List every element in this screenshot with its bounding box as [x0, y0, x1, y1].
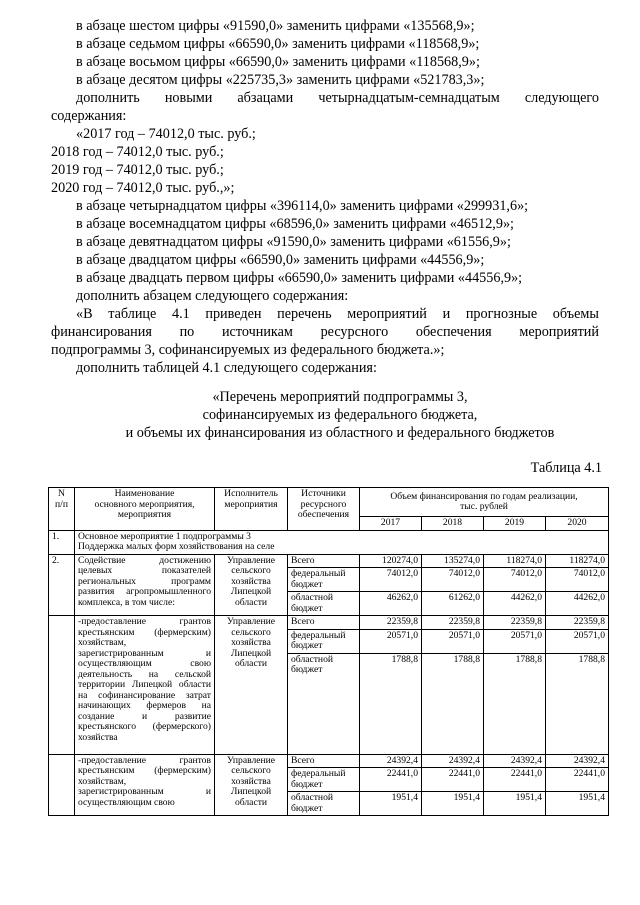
value-cell: 44262,0	[546, 592, 609, 616]
executor: Управление сельского хозяйства Липецкой области	[215, 754, 288, 816]
activity-name: Содействие достижению целевых показателей региональных программ развития агропромышленного комплекса, в том числе:	[75, 554, 215, 616]
table-row	[49, 616, 609, 630]
year-line: 2019 год – 74012,0 тыс. руб.;	[51, 162, 224, 178]
value-cell: 74012,0	[422, 568, 484, 592]
source: областной бюджет	[288, 792, 360, 816]
add-paragraphs-cont: содержания:	[51, 108, 127, 124]
value-cell: 1951,4	[360, 792, 422, 816]
header-name: Наименование основного мероприятия, мероприятия	[75, 488, 215, 531]
value-cell: 24392,4	[546, 754, 609, 768]
value-cell: 20571,0	[360, 629, 422, 653]
row-num: 2.	[49, 554, 75, 616]
amend-line: в абзаце восемнадцатом цифры «68596,0» заменить цифрами «46512,9»;	[76, 216, 514, 232]
amend-line: в абзаце девятнадцатом цифры «91590,0» заменить цифрами «61556,9»;	[76, 234, 511, 250]
value-cell: 24392,4	[484, 754, 546, 768]
table-row	[49, 754, 609, 768]
value-cell: 22359,8	[484, 616, 546, 630]
value-cell: 22441,0	[484, 768, 546, 792]
amend-line: дополнить абзацем следующего содержания:	[76, 288, 349, 304]
add-table-line: дополнить таблицей 4.1 следующего содержания:	[76, 360, 377, 376]
value-cell: 1788,8	[422, 653, 484, 754]
year-line: 2018 год – 74012,0 тыс. руб.;	[51, 144, 224, 160]
value-cell: 20571,0	[422, 629, 484, 653]
year-line: «2017 год – 74012,0 тыс. руб.;	[76, 126, 256, 142]
value-cell: 74012,0	[360, 568, 422, 592]
activity-name: -предоставление грантов крестьянским (фермерским) хозяйствам, зарегистрированным и осуществляющим свою деятельность на сельской территории Липецкой области на софинансирование затрат начинающих фермеров на создание и развитие крестьянского (фермерского) хозяйства	[75, 616, 215, 755]
value-cell: 135274,0	[422, 554, 484, 568]
value-cell: 1788,8	[484, 653, 546, 754]
source: областной бюджет	[288, 592, 360, 616]
amend-line: в абзаце двадцатом цифры «66590,0» заменить цифрами «44556,9»;	[76, 252, 485, 268]
header-source: Источники ресурсного обеспечения	[288, 488, 360, 531]
value-cell: 61262,0	[422, 592, 484, 616]
quote-line: «В таблице 4.1 приведен перечень мероприятий и прогнозные объемы	[76, 306, 599, 322]
value-cell: 74012,0	[546, 568, 609, 592]
quote-line: финансирования по источникам ресурсного обеспечения мероприятий	[51, 324, 599, 340]
header-executor: Исполнитель мероприятия	[215, 488, 288, 531]
value-cell: 74012,0	[484, 568, 546, 592]
table-caption: Таблица 4.1	[530, 460, 602, 476]
table-header-row	[49, 488, 609, 517]
value-cell: 22441,0	[360, 768, 422, 792]
add-paragraphs-line: дополнить новыми абзацами четырнадцатым-семнадцатым следующего	[76, 90, 599, 106]
source: федеральный бюджет	[288, 768, 360, 792]
amend-line: в абзаце четырнадцатом цифры «396114,0» заменить цифрами «299931,6»;	[76, 198, 529, 214]
value-cell: 22441,0	[546, 768, 609, 792]
header-year: 2019	[484, 517, 546, 531]
row-num: 1.	[49, 530, 75, 554]
table-row	[49, 554, 609, 568]
list-title: софинансируемых из федерального бюджета,	[202, 407, 478, 423]
quote-line: подпрограммы 3, софинансируемых из федерального бюджета.»;	[51, 342, 445, 358]
value-cell: 120274,0	[360, 554, 422, 568]
value-cell: 22359,8	[546, 616, 609, 630]
value-cell: 24392,4	[422, 754, 484, 768]
value-cell: 118274,0	[546, 554, 609, 568]
value-cell: 44262,0	[484, 592, 546, 616]
executor: Управление сельского хозяйства Липецкой области	[215, 616, 288, 755]
header-num: N п/п	[49, 488, 75, 531]
value-cell: 22441,0	[422, 768, 484, 792]
header-year: 2020	[546, 517, 609, 531]
list-title: и объемы их финансирования из областного и федерального бюджетов	[125, 425, 555, 441]
value-cell: 1951,4	[422, 792, 484, 816]
executor: Управление сельского хозяйства Липецкой области	[215, 554, 288, 616]
amend-line: в абзаце восьмом цифры «66590,0» заменить цифрами «118568,9»;	[76, 54, 480, 70]
value-cell: 22359,8	[360, 616, 422, 630]
activity-name: -предоставление грантов крестьянским (фермерским) хозяйствам, зарегистрированным и осуществляющим свою	[75, 754, 215, 816]
main-activity: Основное мероприятие 1 подпрограммы 3 Поддержка малых форм хозяйствования на селе	[75, 530, 609, 554]
amend-line: в абзаце двадцать первом цифры «66590,0» заменить цифрами «44556,9»;	[76, 270, 523, 286]
value-cell: 1951,4	[546, 792, 609, 816]
value-cell: 20571,0	[546, 629, 609, 653]
table-row	[49, 530, 609, 554]
value-cell: 1951,4	[484, 792, 546, 816]
year-line: 2020 год – 74012,0 тыс. руб.,»;	[51, 180, 235, 196]
source: федеральный бюджет	[288, 629, 360, 653]
header-year: 2017	[360, 517, 422, 531]
source: федеральный бюджет	[288, 568, 360, 592]
value-cell: 46262,0	[360, 592, 422, 616]
value-cell: 24392,4	[360, 754, 422, 768]
source: Всего	[288, 616, 360, 630]
list-title: «Перечень мероприятий подпрограммы 3,	[212, 389, 468, 405]
amend-line: в абзаце седьмом цифры «66590,0» заменить цифрами «118568,9»;	[76, 36, 480, 52]
amend-line: в абзаце шестом цифры «91590,0» заменить цифрами «135568,9»;	[76, 18, 475, 34]
value-cell: 1788,8	[546, 653, 609, 754]
source: Всего	[288, 554, 360, 568]
value-cell: 20571,0	[484, 629, 546, 653]
value-cell: 1788,8	[360, 653, 422, 754]
value-cell: 118274,0	[484, 554, 546, 568]
header-year: 2018	[422, 517, 484, 531]
value-cell: 22359,8	[422, 616, 484, 630]
amend-line: в абзаце десятом цифры «225735,3» заменить цифрами «521783,3»;	[76, 72, 485, 88]
financing-table	[48, 487, 609, 816]
source: областной бюджет	[288, 653, 360, 754]
source: Всего	[288, 754, 360, 768]
header-volume: Объем финансирования по годам реализации, тыс. рублей	[360, 488, 609, 517]
